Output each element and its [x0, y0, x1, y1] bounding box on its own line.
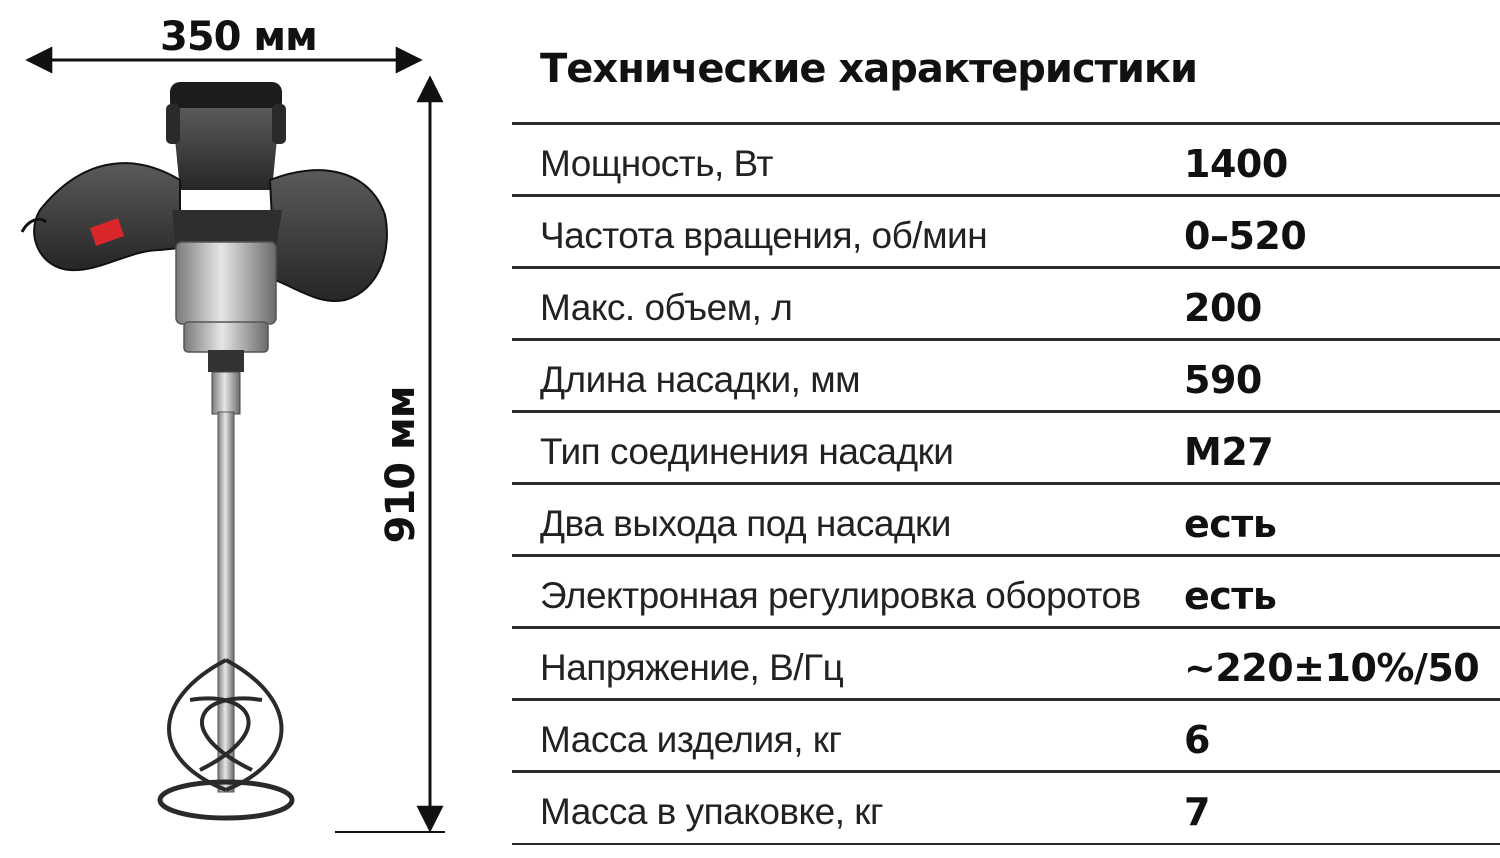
spec-row — [512, 557, 1500, 629]
spec-name: Мощность, Вт — [540, 143, 773, 184]
spec-row — [512, 773, 1500, 845]
spec-row — [512, 341, 1500, 413]
spec-name: Два выхода под насадки — [540, 503, 951, 544]
spec-row — [512, 629, 1500, 701]
spec-value: 200 — [1184, 286, 1262, 330]
spec-name: Частота вращения, об/мин — [540, 215, 988, 256]
spec-value: 7 — [1184, 790, 1210, 834]
spec-name: Длина насадки, мм — [540, 359, 861, 400]
spec-name: Масса в упаковке, кг — [540, 791, 883, 832]
spec-row — [512, 269, 1500, 341]
spec-value: 1400 — [1184, 142, 1288, 186]
mixer-drill-illustration — [0, 0, 500, 858]
mixing-shaft — [218, 412, 234, 792]
width-dimension-label: 350 мм — [160, 14, 317, 60]
gearbox — [172, 210, 282, 414]
spec-row — [512, 413, 1500, 485]
spec-name: Напряжение, В/Гц — [540, 647, 844, 688]
spec-value: ~220±10%/50 — [1184, 646, 1480, 690]
spec-value: 6 — [1184, 718, 1210, 762]
spec-row — [512, 485, 1500, 557]
spec-value: есть — [1184, 574, 1277, 618]
spec-value: M27 — [1184, 430, 1274, 474]
spec-name: Макс. объем, л — [540, 287, 793, 328]
spec-name: Тип соединения насадки — [540, 431, 954, 472]
spec-table — [512, 122, 1500, 845]
spec-row — [512, 701, 1500, 773]
spec-value: 0–520 — [1184, 214, 1307, 258]
spec-title: Технические характеристики — [540, 46, 1198, 92]
spec-row — [512, 197, 1500, 269]
spec-value: 590 — [1184, 358, 1262, 402]
spec-row — [512, 125, 1500, 197]
spec-name: Масса изделия, кг — [540, 719, 842, 760]
spec-name: Электронная регулировка оборотов — [540, 575, 1141, 616]
motor-housing — [166, 82, 286, 190]
spec-value: есть — [1184, 502, 1277, 546]
height-dimension-label: 910 мм — [378, 386, 424, 544]
